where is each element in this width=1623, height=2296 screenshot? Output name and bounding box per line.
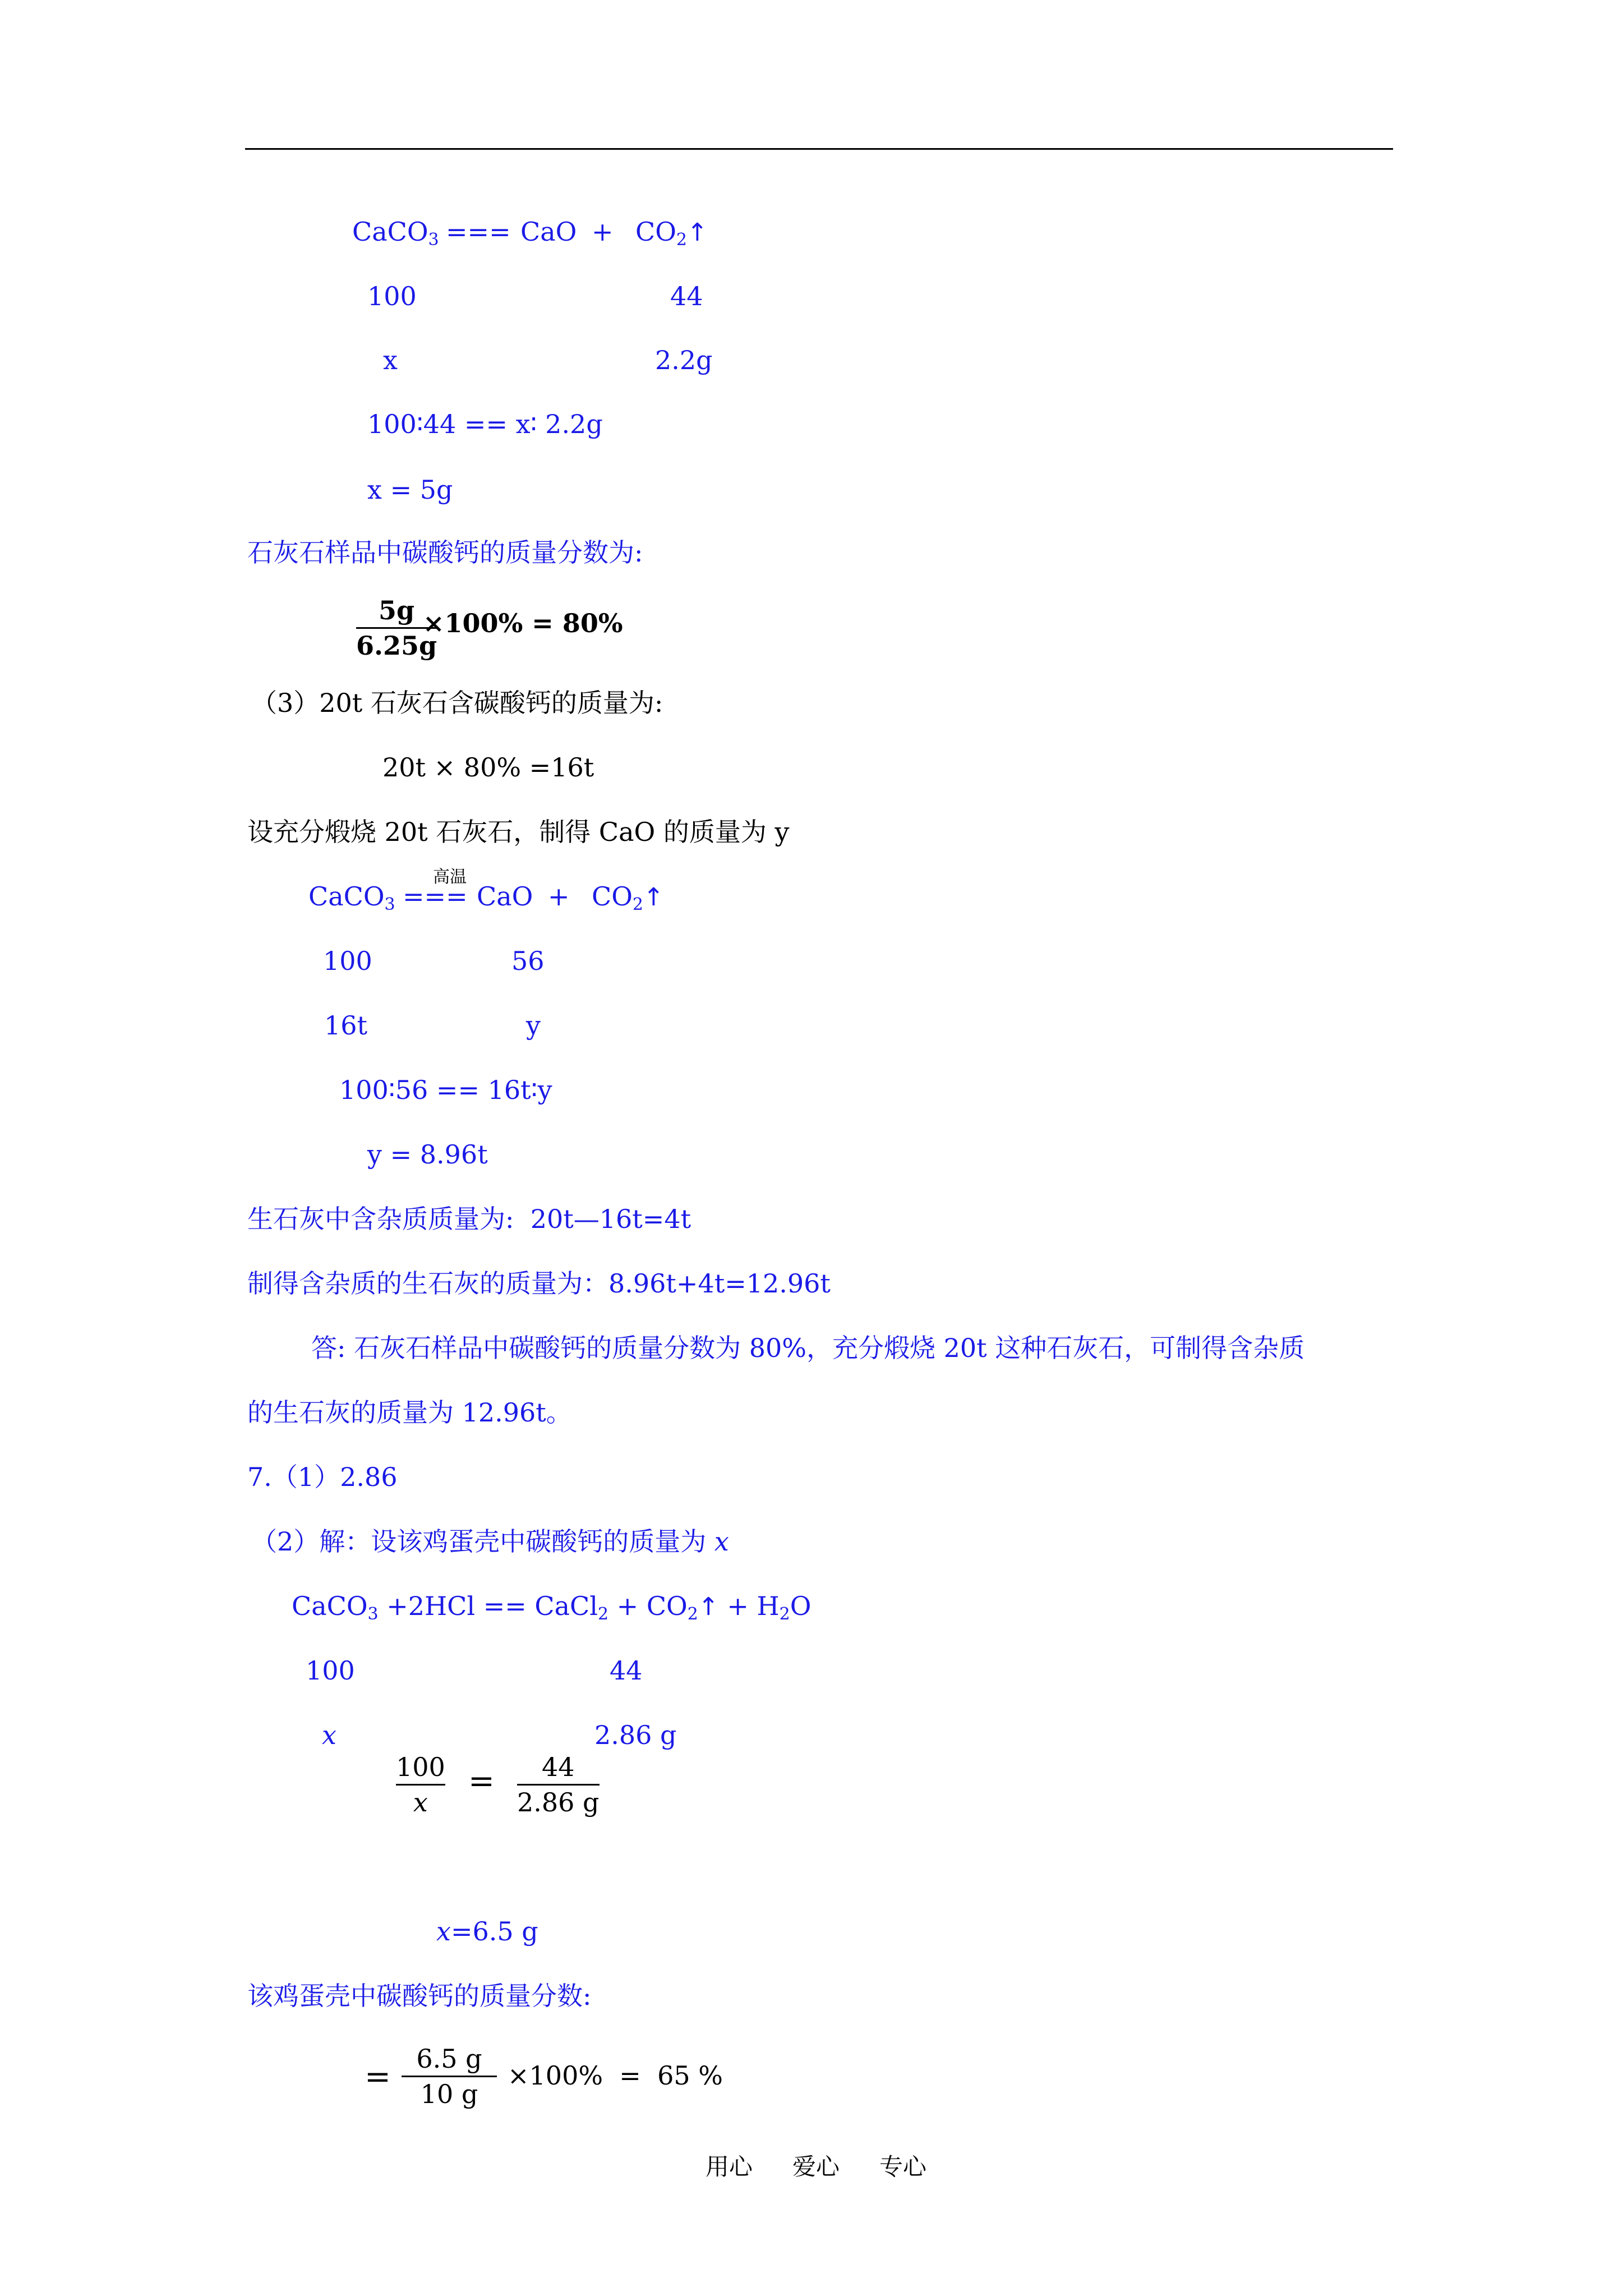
up-arrow-icon: ↑ — [687, 218, 708, 247]
eq3-mass-co2: 44 — [610, 1655, 643, 1686]
q7-part1: 7.（1）2.86 — [247, 1462, 398, 1492]
eq2-mass-caco3: 100 — [323, 946, 372, 976]
eq1-co2: $CO_2↑$ — [635, 217, 708, 250]
part3-set: 设充分煅烧 20t 石灰石，制得 CaO 的质量为 y — [247, 817, 790, 847]
eq2-cao: CaO — [477, 881, 533, 912]
proportion-right-numerator: 44 — [541, 1752, 575, 1782]
fraction3-numerator: 6.5 g — [416, 2044, 482, 2074]
impurity-line: 生石灰中含杂质质量为: 20t—16t=4t — [247, 1204, 691, 1234]
eq3-result: x=6.5 g — [436, 1916, 538, 1947]
eq1-var: x — [383, 345, 398, 375]
fraction1-denominator: 6.25g — [356, 631, 437, 661]
fraction3-denominator: 10 g — [420, 2079, 478, 2109]
eq2-result: y = 8.96t — [367, 1139, 488, 1170]
proportion-left — [396, 1750, 445, 1819]
eq1-plus: + — [592, 217, 614, 247]
proportion-right-denominator: 2.86 g — [517, 1787, 600, 1818]
eq2-eqsign: === — [403, 881, 468, 912]
answer-line-1: 答: 石灰石样品中碳酸钙的质量分数为 80%，充分煅烧 20t 这种石灰石，可制得含杂质 — [311, 1333, 1305, 1363]
eq3-mass-caco3: 100 — [306, 1655, 355, 1686]
eq1-cao: CaO — [520, 217, 577, 247]
footer-text-3: 专心 — [879, 2153, 927, 2180]
eq2-caco3: CaCO$_3$ — [308, 881, 395, 914]
fraction3 — [402, 2042, 497, 2111]
proportion-right — [517, 1750, 600, 1819]
answer-line-2: 的生石灰的质量为 12.96t。 — [247, 1397, 572, 1428]
eq3-given-mass: 2.86 g — [594, 1720, 677, 1750]
part3-title: （3）20t 石灰石含碳酸钙的质量为: — [251, 688, 663, 718]
eq2-var: y — [526, 1010, 541, 1041]
footer-text-2: 爱心 — [792, 2153, 840, 2180]
eq1-ratio: 100∶44 == x∶ 2.2g — [367, 409, 603, 439]
fraction1-numerator: 5g — [379, 595, 415, 625]
eq1-result: x = 5g — [367, 475, 453, 505]
eq2-mass-cao: 56 — [511, 946, 545, 976]
eq2-co2: $CO_2↑$ — [592, 881, 664, 914]
header-rule — [245, 148, 1393, 150]
fraction3-lead: = — [365, 2059, 391, 2095]
product-line: 制得含杂质的生石灰的质量为：8.96t+4t=12.96t — [247, 1268, 831, 1299]
eq1-given-mass: 2.2g — [655, 345, 713, 375]
eq1-mass-co2: 44 — [670, 281, 703, 311]
eq1-mass-caco3: 100 — [367, 281, 417, 311]
footer-text-1: 用心 — [706, 2153, 753, 2180]
part3-calc: 20t × 80% =16t — [382, 752, 594, 783]
eq1-eqsign: === — [446, 217, 511, 247]
fraction1-rest: ×100% = 80% — [423, 608, 623, 638]
eq3-equation: CaCO$_3$ +2HCl == CaCl$_2$ + $CO_2↑ + H_2O$ — [292, 1591, 811, 1624]
fraction3-rest: ×100% = 65 % — [508, 2060, 723, 2091]
up-arrow-icon: ↑ — [643, 883, 664, 912]
up-arrow-icon: ↑ — [698, 1593, 719, 1621]
eq2-plus: + — [548, 881, 570, 912]
q7-part2: （2）解：设该鸡蛋壳中碳酸钙的质量为 x — [251, 1526, 729, 1557]
proportion-left-denominator: x — [413, 1787, 428, 1818]
eq2-given: 16t — [324, 1010, 368, 1041]
eq1-caco3: CaCO$_3$ — [352, 217, 439, 250]
proportion-equals: = — [468, 1763, 495, 1800]
proportion-left-numerator: 100 — [396, 1752, 445, 1782]
fraction1-intro: 石灰石样品中碳酸钙的质量分数为: — [247, 537, 643, 568]
eq3-var: x — [322, 1720, 336, 1750]
eq2-ratio: 100∶56 == 16t∶y — [339, 1075, 552, 1105]
fraction3-intro: 该鸡蛋壳中碳酸钙的质量分数: — [247, 1981, 592, 2011]
eq2-condition: 高温 — [433, 867, 467, 887]
